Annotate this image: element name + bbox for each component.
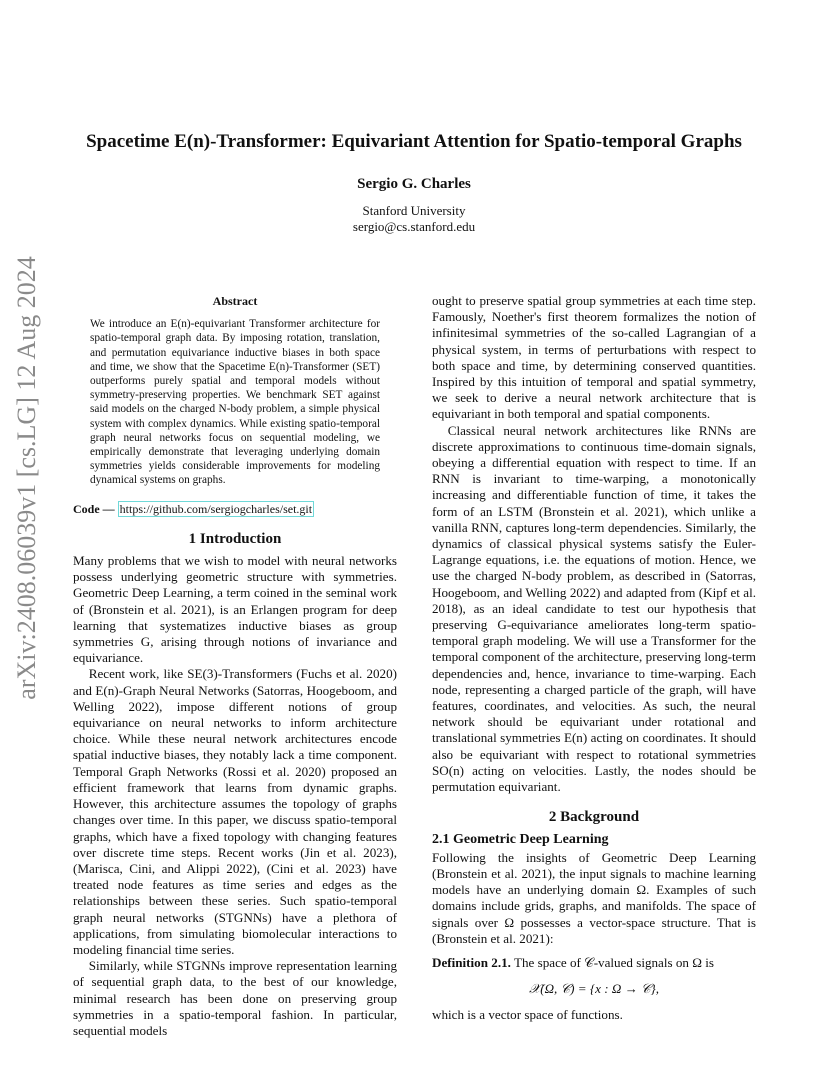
code-link[interactable]: https://github.com/sergiogcharles/set.git [119,501,313,516]
code-label: Code — [73,501,115,516]
code-line [73,501,397,517]
affiliation: Stanford University [362,203,466,218]
left-column [73,293,397,1039]
definition-text: The space of 𝒞-valued signals on Ω is [513,954,714,970]
subsection-heading-gdl: 2.1 Geometric Deep Learning [432,831,609,847]
gdl-paragraph: Following the insights of Geometric Deep Learning (Bronstein et al. 2021), the input signals to machine learning models have an underlying domain Ω. Examples of such domains include grids, graphs, and manifolds. The space of signals over Ω possesses a vector-space structure. That is (Bronstein et al. 2021): [432,849,756,946]
author-name: Sergio G. Charles [357,176,471,192]
arxiv-sidebar [12,256,42,700]
author-email[interactable]: sergio@cs.stanford.edu [352,219,476,234]
section-heading-introduction: 1 Introduction [188,530,282,547]
intro-paragraph-1: Many problems that we wish to model with neural networks possess underlying geometric structure with symmetries. Geometric Deep Learning, a term coined in the seminal work of (Bronstein et al. 2021), is an Erlangen program for deep learning that systematizes inductive biases as group symmetries G, arising through notions of invariance and equivariance. [73,553,397,666]
affiliation-block [0,203,828,235]
right-paragraph-1: ought to preserve spatial group symmetries at each time step. Famously, Noether's first theorem formalizes the notion of infinitesimal symmetries of the so-called Lagrangian of a physical system, in terms of perturbations with respect to both space and time, by determining conserved quantities. Inspired by this intuition of temporal and spatial symmetry, we seek to derive a neural network architecture that is equivariant in both temporal and spatial components. [432,293,756,422]
definition-2-1 [432,955,756,971]
equation-signal-space: 𝒳(Ω, 𝒞) = {x : Ω → 𝒞}, [528,981,660,997]
definition-label: Definition 2.1. [432,954,511,970]
intro-paragraph-2: Recent work, like SE(3)-Transformers (Fuchs et al. 2020) and E(n)-Graph Neural Networks (Satorras, Hoogeboom, and Welling 2022), impose different notions of group equivariance on neural networks to inform architecture choice. While these neural network architectures encode spatial inductive biases, they notably lack a time component. Temporal Graph Networks (Rossi et al. 2020) proposed an efficient framework that learns from dynamic graphs. However, this architecture assumes the topology of graphs changes over time. In this paper, we discuss spatio-temporal graphs, which have a fixed topology with changing features over discrete time steps. Recent works (Jin et al. 2023), (Marisca, Cini, and Alippi 2022), (Cini et al. 2023) have treated node features as time series and edges as the relationships between these series. Such spatio-temporal graph neural networks (STGNNs) have a plethora of applications, from simulating biomolecular interactions to modeling financial time series. [73,666,397,957]
right-paragraph-2: Classical neural network architectures like RNNs are discrete approximations to continuous time-domain signals, obeying a differential equation with respect to time. If an RNN is invariant to time-warping, a monotonically increasing and differentiable function of time, it takes the form of an LSTM (Bronstein et al. 2021), which unlike a vanilla RNN, captures long-term dependencies. Similarly, the dynamics of classical physical systems satisfy the Euler-Lagrange equations, i.e. the equations of motion. Hence, we use the charged N-body problem, as described in (Satorras, Hoogeboom, and Welling 2022) and adapted from (Kipf et al. 2018), as an ideal candidate to test our hypothesis that preserving G-equivariance ameliorates long-term spatio-temporal graph modeling. We will use a Transformer for the temporal component of the architecture, preserving long-term dependencies and, hence, invariance to time-warping. Each node, representing a charged particle of the graph, will have features, coordinates, and velocities. As such, the neural network should be equivariant under rotational and translational symmetries E(n) acting on coordinates. It should also be equivariant with respect to rotational symmetries SO(n) acting on velocities. Lastly, the nodes should be permutation equivariant. [432,422,756,795]
after-equation-text: which is a vector space of functions. [432,1007,623,1023]
abstract-text: We introduce an E(n)-equivariant Transformer architecture for spatio-temporal graph data. By imposing rotation, translation, and permutation equivariance inductive biases in both space and time, we show that the Spacetime E(n)-Transformer (SET) outperforms purely spatial and temporal models without symmetry-preserving properties. We benchmark SET against said models on the charged N-body problem, a simple physical system with complex dynamics. While existing spatio-temporal graph neural networks focus on sequential modeling, we empirically demonstrate that leveraging underlying domain symmetries yields considerable improvements for modeling dynamical systems on graphs. [90,318,380,487]
abstract-heading: Abstract [212,294,258,308]
section-heading-background: 2 Background [548,809,640,826]
intro-paragraph-3: Similarly, while STGNNs improve representation learning of sequential graph data, to the best of our knowledge, minimal research has been done on preserving group symmetries in a spatio-temporal fashion. In particular, sequential models [73,958,397,1038]
right-column [432,293,756,1024]
arxiv-identifier: arXiv:2408.06039v1 [cs.LG] 12 Aug 2024 [12,256,41,700]
paper-title: Spacetime E(n)-Transformer: Equivariant Attention for Spatio-temporal Graphs [86,131,742,152]
